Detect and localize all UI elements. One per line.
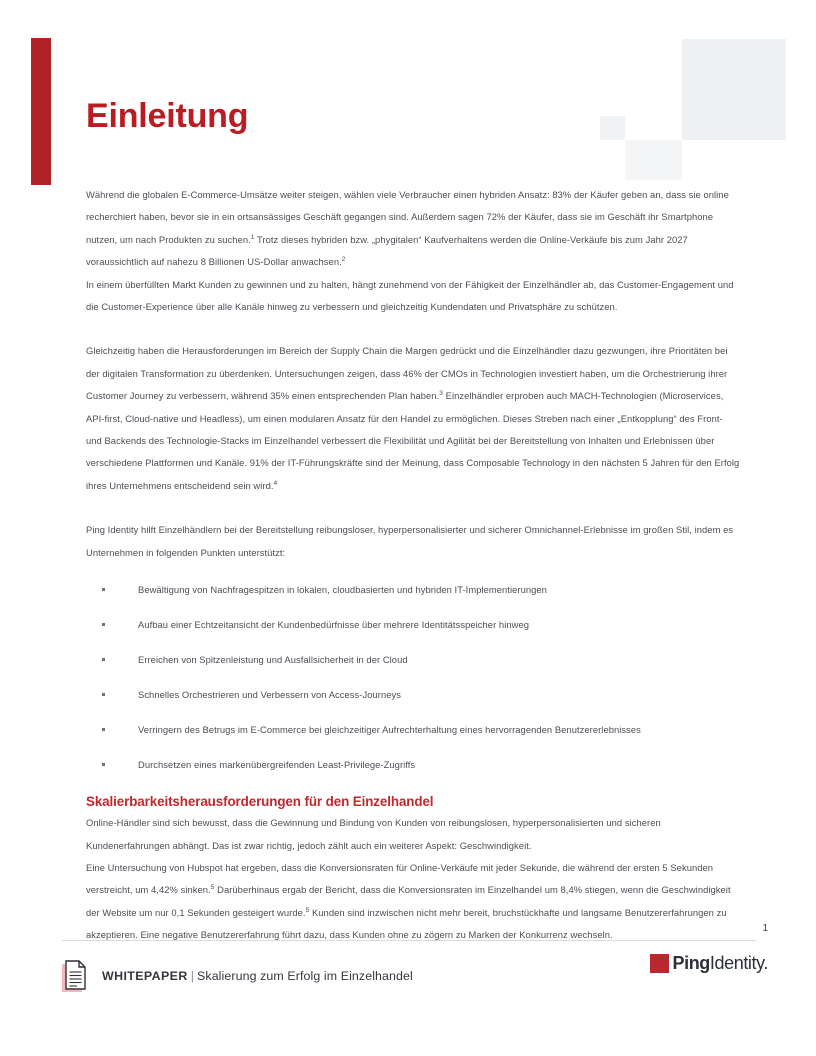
- bullet-dot-icon: [102, 588, 105, 591]
- paragraph-market: [86, 274, 740, 319]
- page-title: Einleitung: [86, 97, 249, 135]
- red-accent-bar: [31, 38, 51, 185]
- footnote-marker-4: 4: [273, 479, 278, 487]
- list-item: [86, 617, 740, 633]
- footer-label: WHITEPAPER: [102, 969, 188, 983]
- list-item: [86, 582, 740, 598]
- brand-dot: .: [763, 953, 768, 973]
- paragraph-intro-part1: Während die globalen E-Commerce-Umsätze weiter steigen, wählen viele Verbraucher einen hybriden Ansatz: 83% der Käufer geben an, dass sie online recherchiert haben, bevor sie in ein ortsansässiges Geschäft gegangen sind. Außerdem sagen 72% der Käufer, dass sie im Geschäft ihr Smartphone nutzen, um nach Produkten zu suchen.: [86, 189, 729, 245]
- brand-wordmark: [672, 954, 768, 973]
- footnote-marker-5a: 5: [210, 884, 215, 892]
- paragraph-market-text: In einem überfüllten Markt Kunden zu gewinnen und zu halten, hängt zunehmend von der Fähigkeit der Einzelhändler ab, das Customer-Engagement und die Customer-Experience über alle Kanäle hinweg zu verbessern und gleichzeitig Kundendaten und Privatsphäre zu schützen.: [86, 278, 734, 313]
- benefits-list: [86, 582, 740, 773]
- list-item-label: Erreichen von Spitzenleistung und Ausfallsicherheit in der Cloud: [138, 654, 408, 666]
- decorative-square-medium: [625, 140, 682, 180]
- paragraph-intro: [86, 184, 740, 274]
- bullet-dot-icon: [102, 623, 105, 626]
- list-item: [86, 687, 740, 703]
- paragraph-scalability-2-part3: Kunden sind inzwischen nicht mehr bereit, bruchstückhafte und langsame Benutzererfahrungen zu akzeptieren. Eine negative Benutzererfahrung führt dazu, dass Kunden ohne zu zögern zu Marken der Konkurrenz wechseln.: [86, 906, 727, 941]
- page-number: 1: [762, 923, 768, 934]
- bullet-dot-icon: [102, 728, 105, 731]
- list-item: [86, 757, 740, 773]
- bullet-dot-icon: [102, 763, 105, 766]
- decorative-square-small: [600, 116, 625, 140]
- paragraph-supply-chain-part1: Gleichzeitig haben die Herausforderungen im Bereich der Supply Chain die Margen gedrückt und die Einzelhändler dazu gezwungen, ihre Prioritäten bei der digitalen Transformation zu überdenken. Untersuchungen zeigen, dass 46% der CMOs in Technologien investiert haben, um die Orchestrierung ihrer Customer Journey zu verbessern, während 35% einen entsprechenden Plan haben.: [86, 345, 728, 402]
- paragraph-supply-chain: [86, 340, 740, 497]
- paragraph-supply-chain-part2: Einzelhändler erproben auch MACH-Technologien (Microservices, API-first, Cloud-native und Headless), um einen modularen Ansatz für den Handel zu ermöglichen. Dieses Streben nach einer „Entkopplung“ des Front- und Backends des Technologie-Stacks im Einzelhandel verbessert die Flexibilität und Agilität bei der Bereitstellung von Inhalten und Erlebnissen über verschiedene Plattformen und Kanäle. 91% der IT-Führungskräfte sind der Meinung, dass Composable Technology in den nächsten 5 Jahren für den Erfolg ihres Unternehmens entscheidend sein wird.: [86, 390, 740, 491]
- paragraph-spacer-2: [86, 497, 740, 519]
- list-item-label: Schnelles Orchestrieren und Verbessern von Access-Journeys: [138, 689, 401, 701]
- footer-separator: |: [190, 969, 195, 983]
- document-icon: [62, 960, 88, 992]
- footer-title: [102, 969, 413, 983]
- section-heading: Skalierbarkeitsherausforderungen für den Einzelhandel: [86, 794, 434, 810]
- brand-ping: Ping: [672, 953, 710, 973]
- paragraph-scalability-2-part1: Eine Untersuchung von Hubspot hat ergeben, dass die Konversionsraten für Online-Verkäufe mit jeder Sekunde, die während der ersten 5 Sekunden verstreicht, um 4,42% sinken.: [86, 861, 714, 896]
- bullet-dot-icon: [102, 658, 105, 661]
- paragraph-ping-identity: Ping Identity hilft Einzelhändlern bei der Bereitstellung reibungsloser, hyperpersonalisierter und sicherer Omnichannel-Erlebnisse im großen Stil, indem es Unternehmen in folgenden Punkten unterstützt:: [86, 524, 734, 558]
- brand-square-icon: [650, 954, 669, 973]
- footnote-marker-2: 2: [341, 256, 346, 264]
- list-item-label: Aufbau einer Echtzeitansicht der Kundenbedürfnisse über mehrere Identitätsspeicher hinweg: [138, 619, 529, 631]
- list-item-label: Bewältigung von Nachfragespitzen in lokalen, cloudbasierten und hybriden IT-Implementierungen: [138, 584, 547, 596]
- list-item: [86, 722, 740, 738]
- decorative-square-large: [682, 39, 786, 140]
- footnote-marker-3: 3: [439, 390, 443, 398]
- paragraph-spacer-1: [86, 318, 740, 340]
- brand-identity: Identity: [709, 953, 764, 973]
- footer-divider: [62, 940, 756, 941]
- footnote-marker-1: 1: [250, 233, 255, 241]
- footnote-marker-5b: 5: [305, 906, 310, 914]
- document-body: [86, 184, 740, 947]
- ping-identity-logo: [650, 954, 768, 973]
- list-item-label: Verringern des Betrugs im E-Commerce bei gleichzeitiger Aufrechterhaltung eines hervorragenden Benutzererlebnisses: [138, 724, 641, 736]
- document-icon-glyph: [65, 960, 87, 990]
- footer-subtitle: Skalierung zum Erfolg im Einzelhandel: [197, 969, 413, 983]
- paragraph-scalability-2-part2: Darüberhinaus ergab der Bericht, dass die Konversionsraten im Einzelhandel um 8,4% stiegen, wenn die Geschwindigkeit der Website um nur 0,1 Sekunden gesteigert wurde.: [86, 884, 731, 918]
- paragraph-intro-part2: Trotz dieses hybriden bzw. „phygitalen“ Kaufverhaltens werden die Online-Verkäufe bis zum Jahr 2027 voraussichtlich auf nahezu 8 Billionen US-Dollar anwachsen.: [86, 233, 688, 268]
- paragraph-scalability-2: [86, 857, 740, 947]
- paragraph-scalability-1: Online-Händler sind sich bewusst, dass die Gewinnung und Bindung von Kunden von reibungslosen, hyperpersonalisierten und sicheren Kundenerfahrungen abhängt. Das ist zwar richtig, jedoch zählt auch ein weiterer Aspekt: Geschwindigkeit.: [86, 817, 661, 851]
- list-item-label: Durchsetzen eines markenübergreifenden Least-Privilege-Zugriffs: [138, 759, 416, 771]
- list-item: [86, 652, 740, 668]
- bullet-dot-icon: [102, 693, 105, 696]
